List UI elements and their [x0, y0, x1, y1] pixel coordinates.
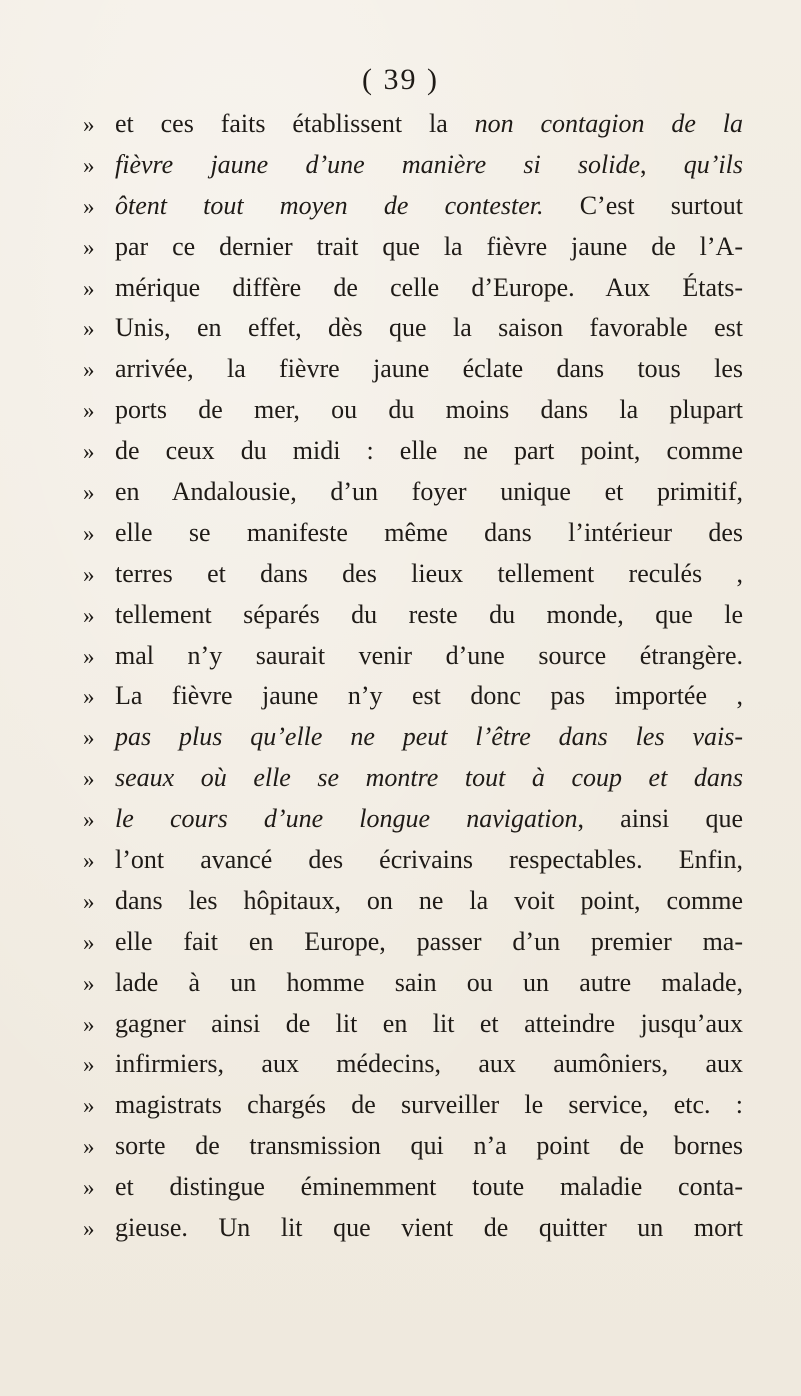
line-content: [115, 922, 743, 962]
roman-text: mérique diffère de celle d’Europe. Aux États-: [115, 272, 743, 302]
quote-mark: »: [83, 848, 95, 874]
line-content: [115, 268, 743, 308]
roman-text: et ces faits établissent la: [115, 109, 475, 138]
line-content: [115, 717, 743, 757]
roman-text: mal n’y saurait venir d’une source étrangère.: [115, 640, 743, 670]
quote-mark: »: [83, 888, 95, 914]
roman-text: par ce dernier trait que la fièvre jaune de l’A-: [115, 231, 743, 261]
text-line: [83, 840, 743, 881]
line-content: [115, 636, 743, 676]
roman-text: Unis, en effet, dès que la saison favorable est: [115, 313, 743, 343]
roman-text: gagner ainsi de lit en lit et atteindre jusqu’aux: [115, 1008, 743, 1038]
italic-text: pas plus qu’elle ne peut l’être dans les vais-: [115, 722, 743, 752]
text-line: [83, 227, 743, 268]
italic-text: seaux où elle se montre tout à coup et dans: [115, 763, 743, 793]
roman-text: arrivée, la fièvre jaune éclate dans tous les: [115, 354, 743, 384]
line-content: [115, 840, 743, 880]
text-line: [83, 1044, 743, 1085]
text-line: [83, 513, 743, 554]
line-content: [115, 1085, 743, 1125]
text-line: [83, 554, 743, 595]
text-line: [83, 431, 743, 472]
roman-text: tellement séparés du reste du monde, que le: [115, 599, 743, 629]
line-content: [115, 349, 743, 389]
text-line: [83, 186, 743, 227]
text-line: [83, 963, 743, 1004]
roman-text: lade à un homme sain ou un autre malade,: [115, 967, 743, 997]
line-content: [115, 227, 743, 267]
quote-mark: »: [83, 1175, 95, 1201]
line-content: [115, 963, 743, 1003]
text-line: [83, 1004, 743, 1045]
roman-text: ,: [640, 149, 684, 179]
text-line: [83, 758, 743, 799]
roman-text: gieuse. Un lit que vient de quitter un mort: [115, 1213, 743, 1243]
roman-text: sorte de transmission qui n’a point de bornes: [115, 1131, 743, 1161]
quote-mark: »: [83, 561, 95, 587]
text-line: [83, 717, 743, 758]
quote-mark: »: [83, 725, 95, 751]
quote-mark: »: [83, 766, 95, 792]
roman-text: , ainsi que: [577, 804, 743, 834]
line-content: [115, 145, 743, 185]
quote-mark: »: [83, 602, 95, 628]
line-content: [115, 758, 743, 798]
text-line: [83, 349, 743, 390]
text-line: [83, 145, 743, 186]
italic-text: le cours d’une longue navigation: [115, 804, 578, 834]
text-line: [83, 390, 743, 431]
text-line: [83, 1126, 743, 1167]
text-line: [83, 1208, 743, 1249]
line-content: [115, 554, 743, 594]
roman-text: elle fait en Europe, passer d’un premier ma-: [115, 926, 743, 956]
line-content: [115, 1167, 743, 1207]
italic-text: non contagion de la: [474, 109, 743, 138]
text-line: [83, 595, 743, 636]
roman-text: elle se manifeste même dans l’intérieur des: [115, 517, 743, 547]
italic-text: ôtent tout moyen de contester.: [115, 190, 544, 220]
quote-mark: »: [83, 807, 95, 833]
quote-mark: »: [83, 152, 95, 178]
roman-text: ports de mer, ou du moins dans la plupart: [115, 395, 743, 425]
roman-text: en Andalousie, d’un foyer unique et primitif,: [115, 477, 743, 507]
text-line: [83, 799, 743, 840]
line-content: [115, 390, 743, 430]
line-content: [115, 513, 743, 553]
quote-mark: »: [83, 234, 95, 260]
line-content: [115, 1126, 743, 1166]
quote-mark: »: [83, 193, 95, 219]
quote-mark: »: [83, 1093, 95, 1119]
line-content: [115, 799, 743, 839]
italic-text: fièvre jaune d’une manière si solide: [115, 149, 641, 179]
quote-mark: »: [83, 1134, 95, 1160]
text-line: [83, 308, 743, 349]
quote-mark: »: [83, 316, 95, 342]
text-line: [83, 636, 743, 677]
roman-text: infirmiers, aux médecins, aux aumôniers, aux: [115, 1049, 743, 1079]
quote-mark: »: [83, 112, 95, 137]
roman-text: et distingue éminemment toute maladie conta-: [115, 1172, 743, 1202]
body-text: [83, 104, 743, 1249]
quote-mark: »: [83, 929, 95, 955]
line-content: [115, 472, 743, 512]
roman-text: La fièvre jaune n’y est donc pas importée ,: [115, 681, 743, 711]
quote-mark: »: [83, 480, 95, 506]
quote-mark: »: [83, 398, 95, 424]
quote-mark: »: [83, 1052, 95, 1078]
roman-text: C’est surtout: [543, 190, 743, 220]
text-line: [83, 472, 743, 513]
line-content: [115, 1208, 743, 1248]
line-content: [115, 595, 743, 635]
text-line: [83, 1085, 743, 1126]
line-content: [115, 104, 743, 144]
quote-mark: »: [83, 1011, 95, 1037]
quote-mark: »: [83, 970, 95, 996]
text-line: [83, 1167, 743, 1208]
line-content: [115, 186, 743, 226]
italic-text: qu’ils: [683, 149, 743, 179]
roman-text: magistrats chargés de surveiller le service, etc. :: [115, 1090, 743, 1120]
quote-mark: »: [83, 357, 95, 383]
quote-mark: »: [83, 275, 95, 301]
text-line: [83, 881, 743, 922]
quote-mark: »: [83, 439, 95, 465]
roman-text: terres et dans des lieux tellement reculés ,: [115, 558, 743, 588]
roman-text: dans les hôpitaux, on ne la voit point, comme: [115, 885, 743, 915]
roman-text: l’ont avancé des écrivains respectables. Enfin,: [115, 845, 743, 875]
roman-text: de ceux du midi : elle ne part point, comme: [115, 436, 743, 466]
text-line: [83, 268, 743, 309]
text-line: [83, 676, 743, 717]
quote-mark: »: [83, 520, 95, 546]
quote-mark: »: [83, 643, 95, 669]
quote-mark: »: [83, 1216, 95, 1242]
line-content: [115, 1044, 743, 1084]
line-content: [115, 881, 743, 921]
line-content: [115, 431, 743, 471]
text-line: [83, 104, 743, 145]
text-line: [83, 922, 743, 963]
page-number: ( 39 ): [362, 63, 439, 96]
line-content: [115, 676, 743, 716]
quote-mark: »: [83, 684, 95, 710]
line-content: [115, 1004, 743, 1044]
line-content: [115, 308, 743, 348]
